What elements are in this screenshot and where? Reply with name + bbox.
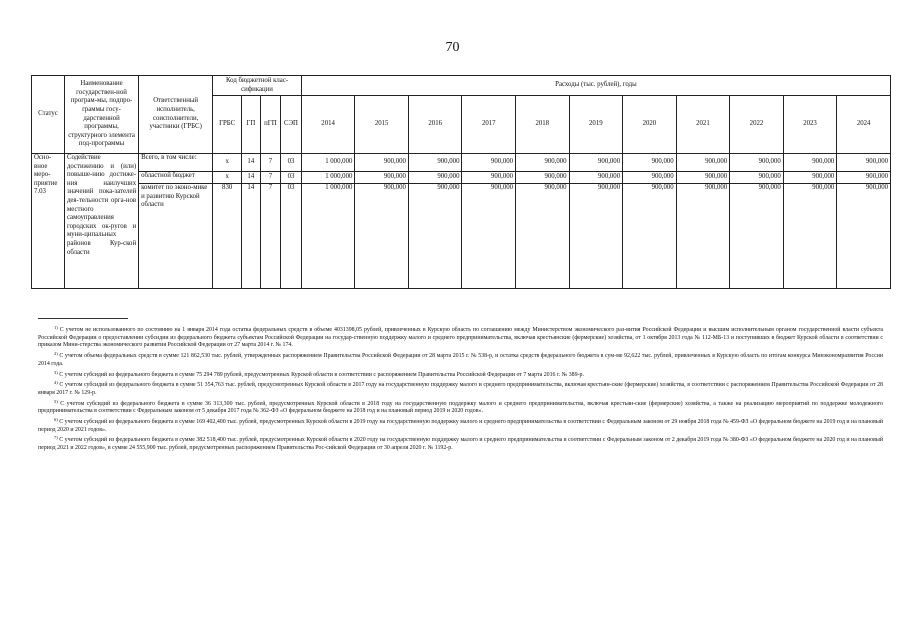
footnote-mark: 5) [54, 398, 58, 404]
value-cell-2015: 900,000 [355, 184, 409, 289]
budget-table [31, 75, 891, 289]
executor-cell: комитет по эконо-мике и развитию Курской области [139, 184, 213, 289]
code-grbs-cell: x [213, 172, 242, 184]
footnote [38, 434, 883, 452]
value-cell-2019: 900,000 [569, 172, 623, 184]
footnote [38, 416, 883, 434]
footnote [38, 398, 883, 416]
value-cell-2018: 900,000 [516, 172, 570, 184]
value-cell-2024: 900,000 [837, 172, 891, 184]
header-year-2015: 2015 [355, 96, 409, 154]
value-cell-2019: 900,000 [569, 154, 623, 172]
footnote-text: С учетом субсидий из федерального бюджета в сумме 382 518,400 тыс. рублей, предусмотренных Курской области в 2020 году на государственную поддержку малого и среднего предпринимательства в соответствии с Федеральным законом от 2 декабря 2019 года № 380-ФЗ «О федеральном бюджете на 2020 год и на плановый период 2021 и 2022 годов», в сумме 24 555,900 тыс. рублей, предусмотренных распоряжением Правительства Рос-сийской Федерации от 30 апреля 2020 г. № 1192-р. [38, 437, 883, 452]
footnote-mark: 1) [54, 325, 58, 330]
value-cell-2015: 900,000 [355, 154, 409, 172]
value-cell-2017: 900,000 [462, 172, 516, 184]
value-cell-2022: 900,000 [730, 184, 784, 289]
value-cell-2016: 900,000 [408, 184, 462, 289]
code-sep-cell: 03 [281, 172, 302, 184]
footnote [38, 324, 883, 350]
footnotes [38, 324, 883, 453]
footnote-text: С учетом объема федеральных средств в сумме 121 862,530 тыс. рублей, утвержденных распоряжением Правительства Российской Федерации от 28 марта 2015 г. № 538-р, и остатка средств федерального бюджета в сум-ме 92,622 тыс. рублей, привлеченных в Курскую область по итогам конкурса Минэкономразвития России 2014 года. [38, 353, 883, 367]
code-gp-cell: 14 [242, 184, 261, 289]
footnote-mark: 7) [54, 435, 58, 441]
status-cell: Осно-вное меро-приятие 7.03 [32, 154, 65, 289]
value-cell-2018: 900,000 [516, 154, 570, 172]
value-cell-2014: 1 000,000 [301, 172, 355, 184]
value-cell-2023: 900,000 [783, 172, 837, 184]
value-cell-2024: 900,000 [837, 184, 891, 289]
header-year-2020: 2020 [623, 96, 677, 154]
code-sep-cell: 03 [281, 154, 302, 172]
header-budget-code: Код бюджетной клас-сификации [213, 76, 302, 96]
value-cell-2022: 900,000 [730, 172, 784, 184]
value-cell-2019: 900,000 [569, 184, 623, 289]
code-pgp-cell: 7 [260, 154, 281, 172]
code-gp-cell: 14 [242, 154, 261, 172]
value-cell-2023: 900,000 [783, 154, 837, 172]
value-cell-2020: 900,000 [623, 154, 677, 172]
page-number: 70 [445, 40, 460, 55]
value-cell-2021: 900,000 [676, 172, 730, 184]
value-cell-2016: 900,000 [408, 172, 462, 184]
footnote [38, 379, 883, 397]
header-year-2016: 2016 [408, 96, 462, 154]
footnote-text: С учетом субсидий из федерального бюджета в сумме 75 294 789 рублей, предусмотренных Курской области в соответствии с распоряжением Правительства Российской Федерации от 7 марта 2016 г. № 389-р. [57, 371, 584, 378]
header-year-2017: 2017 [462, 96, 516, 154]
header-expenses: Расходы (тыс. рублей), годы [301, 76, 890, 96]
executor-cell: областной бюджет [139, 172, 213, 184]
table-row [32, 154, 891, 172]
footnote [38, 369, 883, 380]
value-cell-2016: 900,000 [408, 154, 462, 172]
header-executor: Ответственный исполнитель, соисполнители, участники (ГРБС) [139, 76, 213, 154]
value-cell-2024: 900,000 [837, 154, 891, 172]
value-cell-2020: 900,000 [623, 184, 677, 289]
footnote-mark: 3) [54, 369, 58, 375]
value-cell-2015: 900,000 [355, 172, 409, 184]
footnote-text: С учетом субсидий из федерального бюджета в сумме 169 402,400 тыс. рублей, предусмотренных Курской области в 2019 году на государственную поддержку малого и среднего предпринимательства в соответствии с Федеральным законом от 29 ноября 2018 года № 459-ФЗ «О федеральном бюджете на 2019 год и на плановый период 2020 и 2021 годов». [38, 419, 883, 433]
footnote-text: С учетом субсидий из федерального бюджета в сумме 36 313,300 тыс. рублей, предусмотренных Курской области в 2018 году на государственную поддержку малого и среднего предпринимательства, включая крестьян-ские (фермерские) хозяйства, а также на реализацию мероприятий по поддержке молодежного предпринимательства в соответствии с Федеральным законом от 5 декабря 2017 года № 362-ФЗ «О федеральном бюджете на 2018 год и на плановый период 2019 и 2020 годов». [38, 400, 883, 415]
header-code-0: ГРБС [213, 96, 242, 154]
value-cell-2022: 900,000 [730, 154, 784, 172]
table-row [32, 172, 891, 184]
header-status: Статус [32, 76, 65, 154]
footnote [38, 350, 883, 368]
header-year-2018: 2018 [516, 96, 570, 154]
code-grbs-cell: x [213, 154, 242, 172]
footnote-text: С учетом не использованного по состоянию на 1 января 2014 года остатка федеральных средств в объеме 4031398,05 рублей, привлеченных в Курскую область по соглашению между Министерством экономического раз-вития Российской Федерации и высшим исполнительным органом государственной власти субъекта Российской Федерации о предоставлении субсидии из федерального бюджета субъектам Российской Федерации на государ-ственную поддержку малого и среднего предпринимательства, включая крестьянские (фермерские) хозяйства, от 1 октября 2013 года № 112-МБ-13 и поступивших в бюджет Курской области в соответствии с приказом Мини-стерства экономического развития Российской Федерации от 27 марта 2014 г. № 174. [38, 327, 883, 349]
header-year-2024: 2024 [837, 96, 891, 154]
header-year-2019: 2019 [569, 96, 623, 154]
table-row [32, 184, 891, 289]
header-code-1: ГП [242, 96, 261, 154]
value-cell-2023: 900,000 [783, 184, 837, 289]
header-year-2022: 2022 [730, 96, 784, 154]
value-cell-2018: 900,000 [516, 184, 570, 289]
value-cell-2020: 900,000 [623, 172, 677, 184]
code-pgp-cell: 7 [260, 184, 281, 289]
code-gp-cell: 14 [242, 172, 261, 184]
header-year-2014: 2014 [301, 96, 355, 154]
header-program-name: Наименование государствен-ной програм-мы, подпро-граммы госу-дарственной программы, структурного элемента под-программы [64, 76, 138, 154]
value-cell-2021: 900,000 [676, 184, 730, 289]
footnote-mark: 2) [54, 351, 58, 357]
code-grbs-cell: 830 [213, 184, 242, 289]
footnote-text: С учетом субсидий из федерального бюджета в сумме 51 354,763 тыс. рублей, предусмотренных Курской области в 2017 году на государственную поддержку малого и среднего предпринимательства, включая крестьян-ские (фермерские) хозяйства, в соответствии с распоряжением Правительства Российской Федерации от 28 января 2017 г. № 129-р. [38, 382, 883, 396]
footnote-divider [38, 318, 128, 319]
value-cell-2014: 1 000,000 [301, 154, 355, 172]
header-year-2023: 2023 [783, 96, 837, 154]
value-cell-2017: 900,000 [462, 184, 516, 289]
header-year-2021: 2021 [676, 96, 730, 154]
code-pgp-cell: 7 [260, 172, 281, 184]
header-code-2: пГП [260, 96, 281, 154]
program-name-cell: Содействие достижению и (или) повыше-нию достиже-ния наилучших значений пока-зателей дея-тельности орга-нов местного самоуправления городских ок-ругов и муни-ципальных районов Кур-ской области [64, 154, 138, 289]
code-sep-cell: 03 [281, 184, 302, 289]
value-cell-2017: 900,000 [462, 154, 516, 172]
header-row-1 [32, 76, 891, 96]
footnote-mark: 4) [54, 380, 58, 386]
header-code-3: СЭП [281, 96, 302, 154]
value-cell-2014: 1 000,000 [301, 184, 355, 289]
executor-cell: Всего, в том числе: [139, 154, 213, 172]
footnote-mark: 6) [54, 417, 58, 423]
value-cell-2021: 900,000 [676, 154, 730, 172]
